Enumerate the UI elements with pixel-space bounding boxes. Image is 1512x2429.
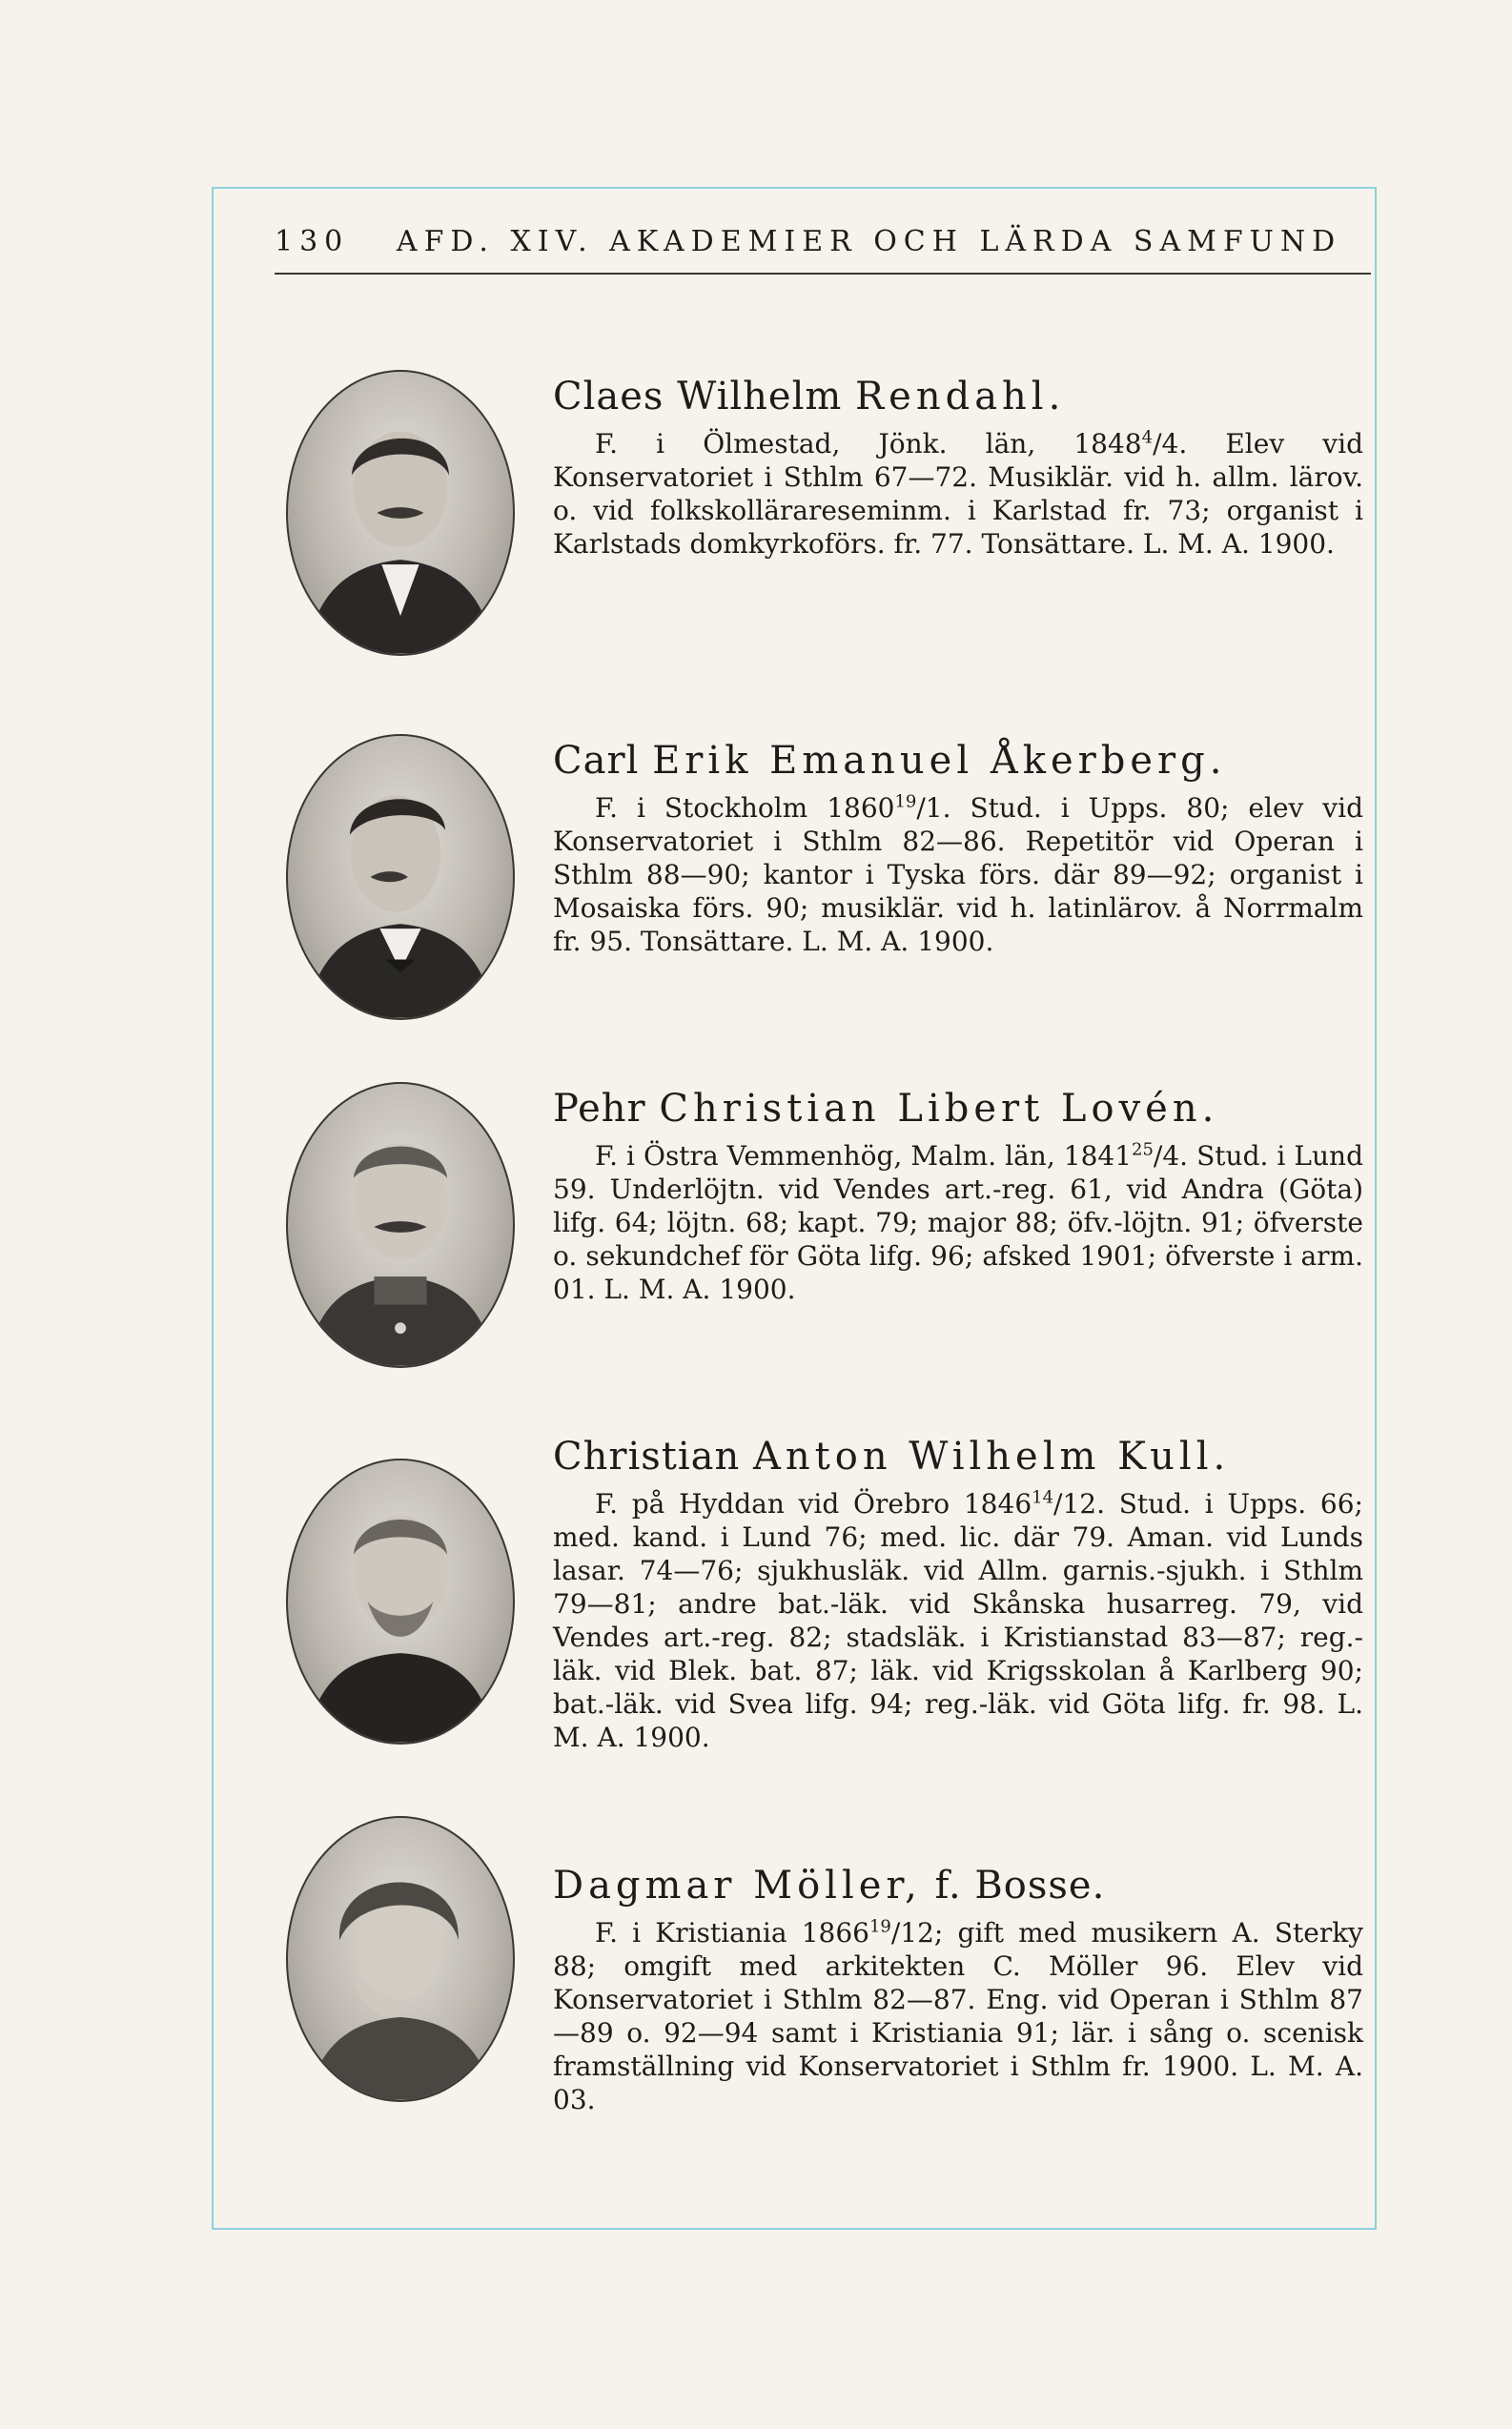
biography-text: F. i Kristiania 1866$^{19}$/12; gift med musikern A. Sterky 88; omgift med arkitekten C. Möller 96. Elev vid Konservatoriet i Sthlm 82—87. Eng. vid Operan i Sthlm 87—89 o. 92—94 samt i Kristiania 91; lär. i sång o. scenisk framställning vid Konservatoriet i Sthlm fr. 1900. L. M. A. 03. [553,1916,1363,2115]
biography-text: F. på Hyddan vid Örebro 1846$^{14}$/12. Stud. i Upps. 66; med. kand. i Lund 76; med. lic. där 79. Aman. vid Lunds lasar. 74—76; sjukhusläk. vid Allm. garnis.-sjukh. i Sthlm 79—81; andre bat.-läk. vid Skånska husarreg. 79, vid Vendes art.-reg. 82; stadsläk. i Kristianstad 83—87; reg.-läk. vid Blek. bat. 87; läk. vid Krigsskolan å Karlberg 90; bat.-läk. vid Svea lifg. 94; reg.-läk. vid Göta lifg. fr. 98. L. M. A. 1900. [553,1487,1363,1753]
portrait-image [286,370,515,656]
running-title: AFD. XIV. AKADEMIER OCH LÄRDA SAMFUND [396,225,1342,258]
portrait-image [286,1816,515,2102]
person-name: Pehr Christian Libert Lovén. [553,1087,1219,1131]
person-name: Christian Anton Wilhelm Kull. [553,1435,1231,1479]
biography-entry [286,1082,1382,1387]
header-rule [275,273,1371,275]
person-name: Claes Wilhelm Rendahl. [553,375,1066,418]
biography-entry [286,734,1382,1039]
biography-text: F. i Ölmestad, Jönk. län, 1848$^4$/4. Elev vid Konservatoriet i Sthlm 67—72. Musiklär. vid h. allm. lärov. o. vid folkskollärareseminm. i Karlstad fr. 73; organist i Karlstads domkyrkoförs. fr. 77. Tonsättare. L. M. A. 1900. [553,427,1363,560]
portrait-image [286,1082,515,1368]
biography-entry [286,1859,1382,2164]
portrait-image [286,734,515,1020]
running-head [275,225,1371,258]
biography-text: F. i Östra Vemmenhög, Malm. län, 1841$^{25}$/4. Stud. i Lund 59. Underlöjtn. vid Vendes art.-reg. 61, vid Andra (Göta) lifg. 64; löjtn. 68; kapt. 79; major 88; öfv.-löjtn. 91; öfverste o. sekundchef för Göta lifg. 96; afsked 1901; öfverste i arm. 01. L. M. A. 1900. [553,1139,1363,1305]
biography-text: F. i Stockholm 1860$^{19}$/1. Stud. i Upps. 80; elev vid Konservatoriet i Sthlm 82—86. Repetitör vid Operan i Sthlm 88—90; kantor i Tyska förs. där 89—92; organist i Mosaiska förs. 90; musiklär. vid h. latinlärov. å Norrmalm fr. 95. Tonsättare. L. M. A. 1900. [553,791,1364,957]
page-number: 130 [275,225,350,258]
portrait-image [286,1459,515,1745]
person-name: Carl Erik Emanuel Åkerberg. [553,739,1227,783]
biography-entry [286,1430,1382,1753]
person-name: Dagmar Möller, f. Bosse. [553,1864,1106,1908]
biography-entry [286,370,1382,675]
